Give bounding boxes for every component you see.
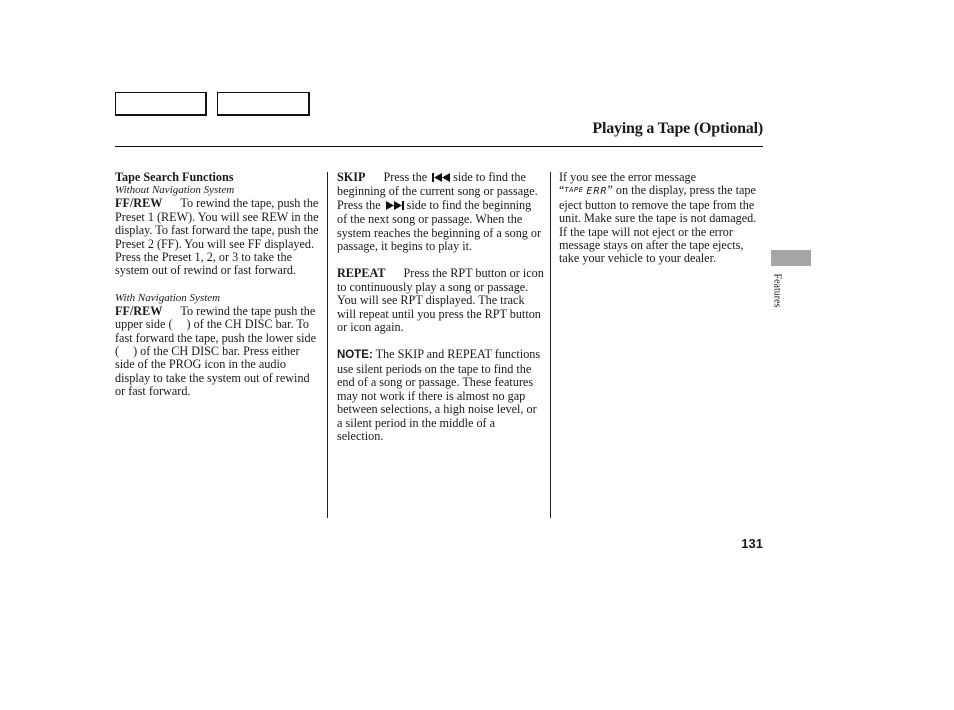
term-ff-rew-nav: FF/REW <box>115 303 163 318</box>
section-side-tab <box>771 250 811 266</box>
error-paragraph: If you see the error message “TAPE ERR” on the display, press the tape eject button to remove the tape from the unit. Make sure the tape is not damaged. If the tape will not eject or the error message stays on after the tape ejects, take your vehicle to your dealer. <box>559 170 757 266</box>
repeat-paragraph: REPEAT Press the RPT button or icon to continuously play a song or passage. You will see RPT displayed. The track will repeat until you press the RPT button or icon again. <box>337 266 544 335</box>
column-3 <box>559 171 759 266</box>
column-1 <box>115 171 320 399</box>
title-rule <box>115 146 763 147</box>
note-paragraph: NOTE: The SKIP and REPEAT functions use silent periods on the tape to find the end of a song or passage. These features may not work if there is almost no gap between selections, a high noise level, or a silent period in the middle of a selection. <box>337 347 541 443</box>
note-label: NOTE: <box>337 349 373 362</box>
subheading-without-nav: Without Navigation System <box>115 184 235 197</box>
column-divider-2 <box>550 172 551 518</box>
section-heading: Tape Search Functions <box>115 170 234 184</box>
skip-back-icon <box>432 172 450 185</box>
skip-paragraph: SKIP Press the side to find the beginning of the current song or passage. Press the side to find the beginning of the next song or passage. When the system reaches the beginning of a song or passage, it begins to play it. <box>337 170 542 254</box>
ff-rew-paragraph-2: FF/REW To rewind the tape push the upper side ( ) of the CH DISC bar. To fast forward the tape, push the lower side ( ) of the CH DISC bar. Press either side of the PROG icon in the audio display to take the system out of rewind or fast forward. <box>115 303 317 399</box>
display-text-tape: TAPE <box>564 186 584 195</box>
skip-forward-icon <box>386 200 404 213</box>
ff-rew-paragraph-1: FF/REW To rewind the tape, push the Preset 1 (REW). You will see REW in the display. To fast forward the tape, push the Preset 2 (FF). You will see FF displayed. Press the Preset 1, 2, or 3 to take the system out of rewind or fast forward. <box>115 196 319 278</box>
page-number: 131 <box>741 536 763 551</box>
page-title: Playing a Tape (Optional) <box>592 120 763 137</box>
display-text-err: ERR <box>586 186 608 198</box>
term-ff-rew: FF/REW <box>115 196 163 211</box>
column-2 <box>337 171 544 443</box>
header-tab-left <box>115 92 207 116</box>
subheading-with-nav: With Navigation System <box>115 291 221 304</box>
section-side-label: Features <box>771 273 783 308</box>
term-repeat: REPEAT <box>337 266 386 281</box>
term-skip: SKIP <box>337 170 366 184</box>
header-tab-right <box>217 92 310 116</box>
column-divider-1 <box>327 172 328 518</box>
